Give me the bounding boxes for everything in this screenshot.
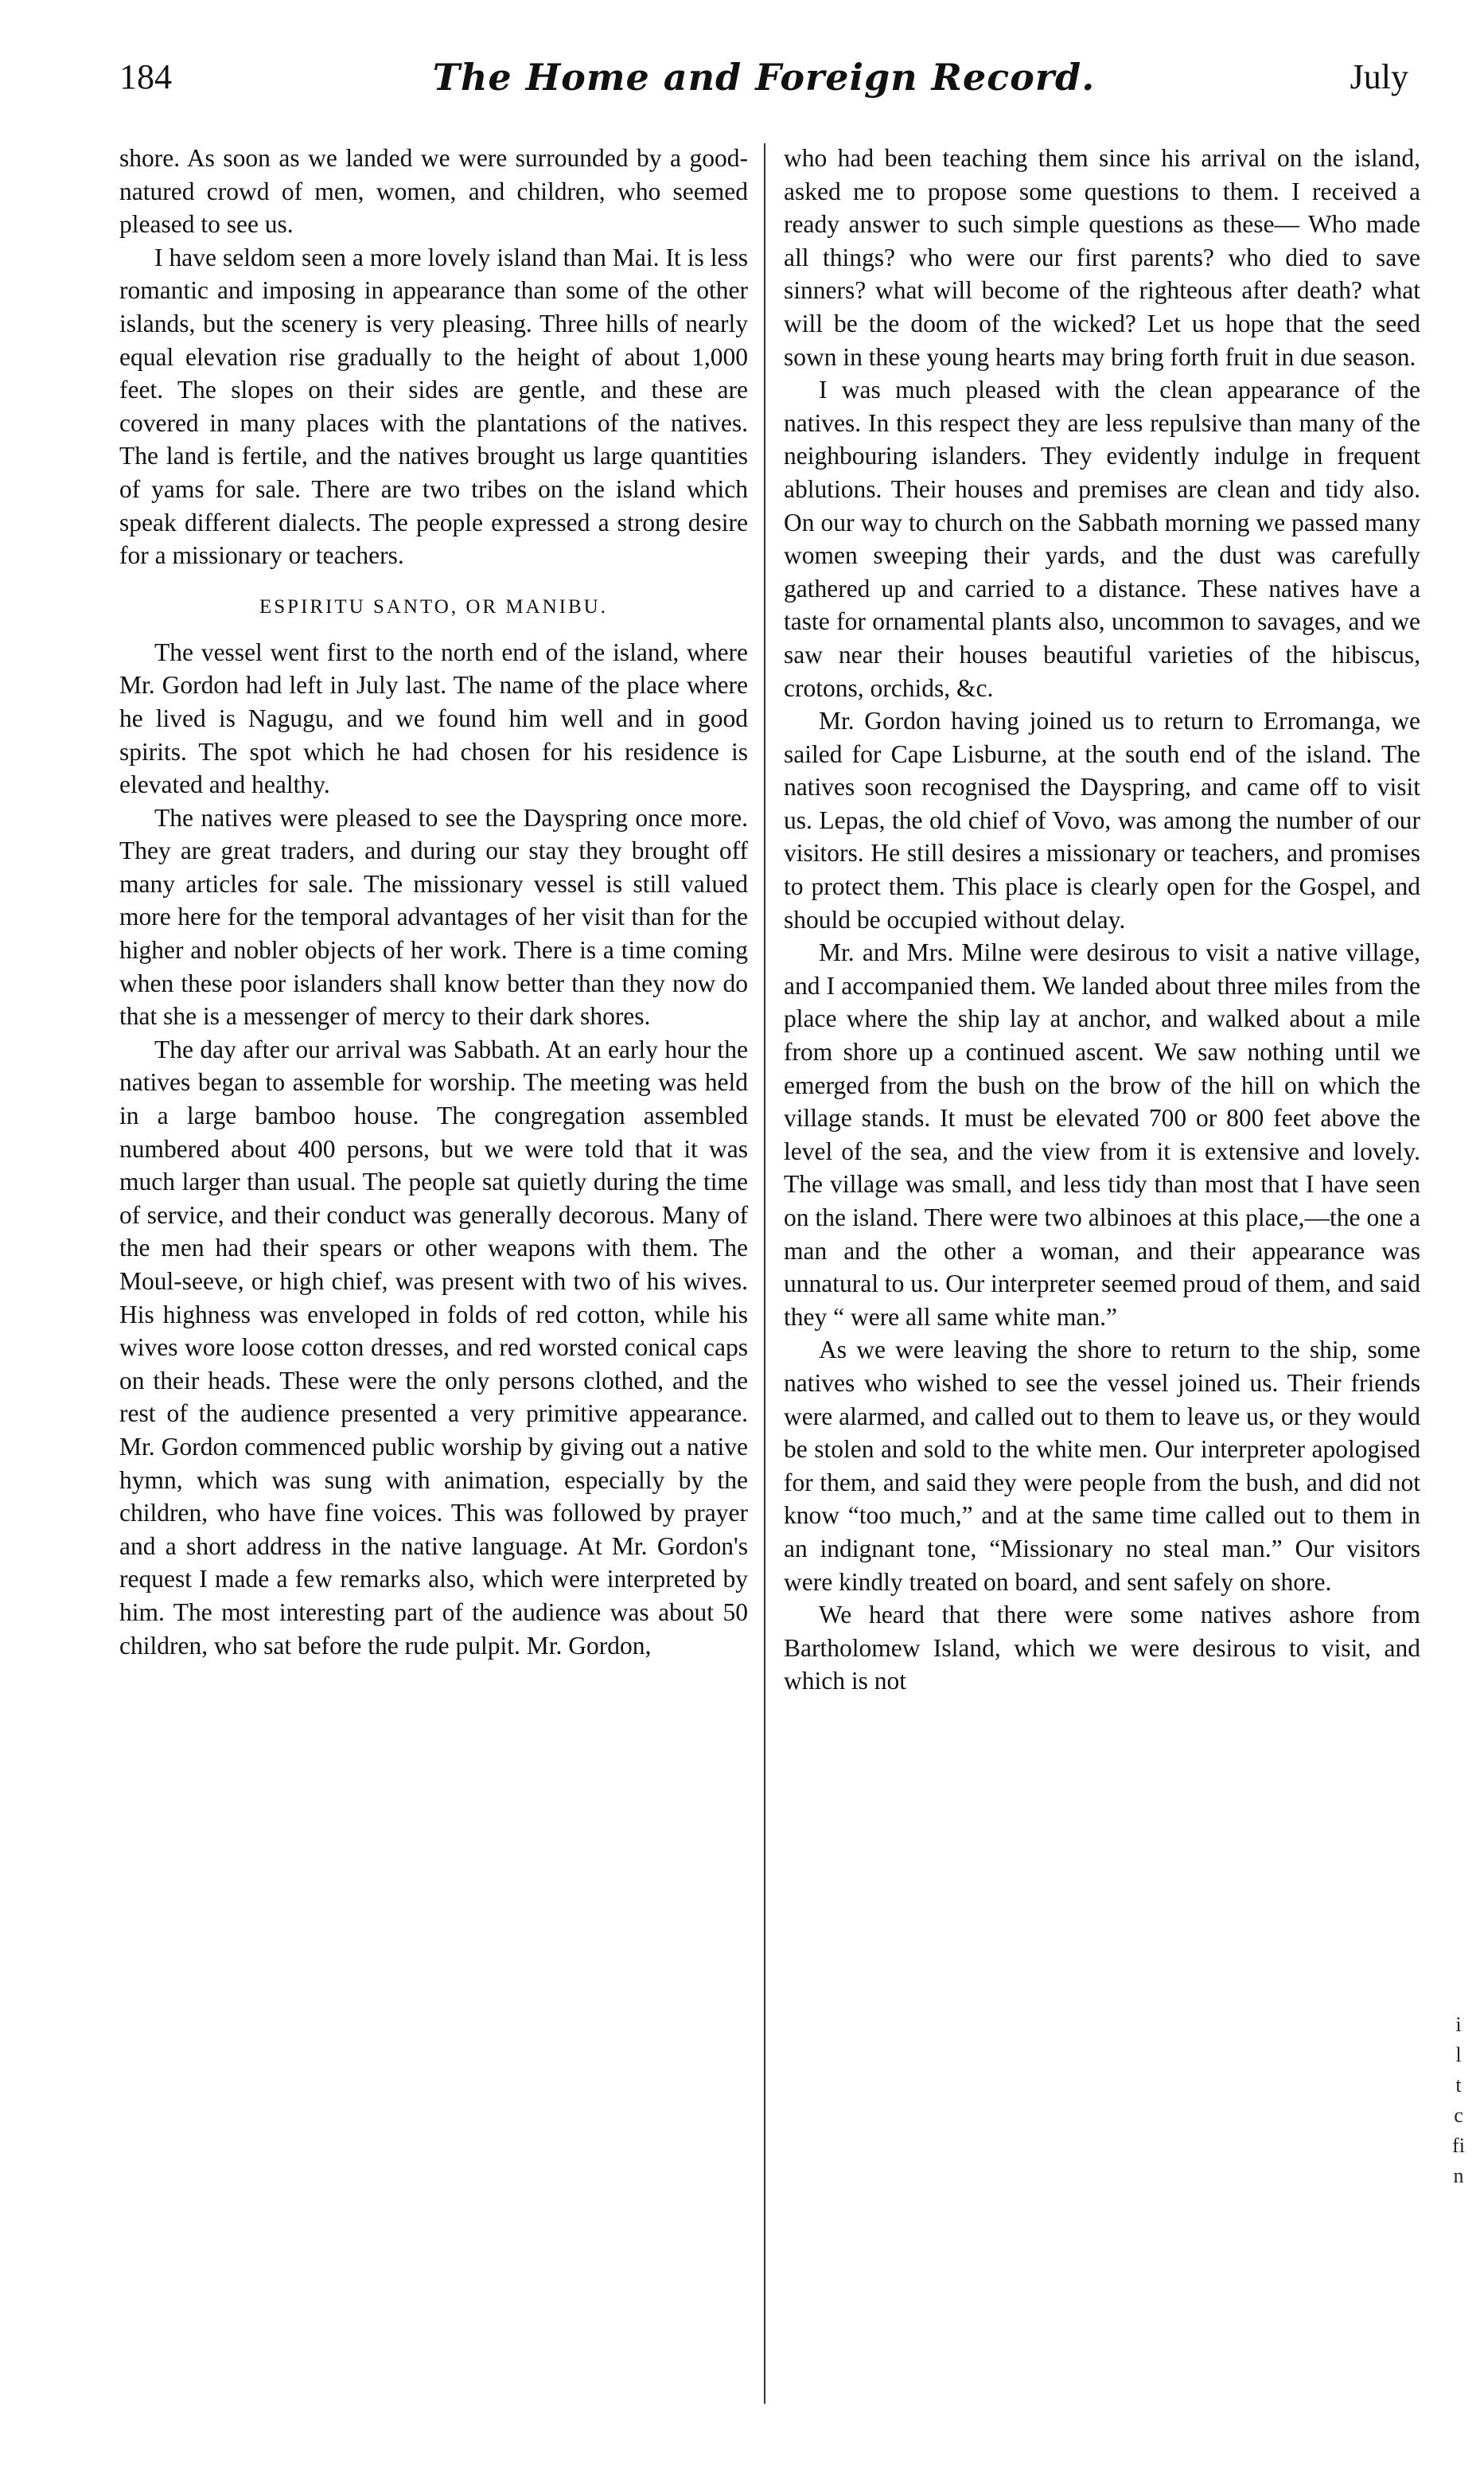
page-number: 184 <box>119 57 172 96</box>
paragraph: We heard that there were some natives ashore from Bartholomew Island, which we were desirous to visit, and which is not <box>784 1601 1420 1695</box>
bleed-through-margin-text <box>1447 2010 1470 2191</box>
paragraph: shore. As soon as we landed we were surrounded by a good-natured crowd of men, women, and children, who seemed pleased to see us. <box>119 144 748 239</box>
paragraph: The day after our arrival was Sabbath. At an early hour the natives began to assemble for worship. The meeting was held in a large bamboo house. The congregation assembled numbered about 400 persons, but we were told that it was much larger than usual. The people sat quietly during the time of service, and their conduct was generally decorous. Many of the men had their spears or other weapons with them. The Moul-seeve, or high chief, was present with two of his wives. His highness was enveloped in folds of red cotton, while his wives wore loose cotton dresses, and red worsted conical caps on their heads. These were the only persons clothed, and the rest of the audience presented a very primitive appearance. Mr. Gordon commenced public worship by giving out a native hymn, which was sung with animation, especially by the children, who have fine voices. This was followed by prayer and a short address in the native language. At Mr. Gordon's request I made a few remarks also, which were interpreted by him. The most interesting part of the audience was about 50 children, who sat before the rude pulpit. Mr. Gordon, <box>119 1035 748 1660</box>
paragraph: Mr. and Mrs. Milne were desirous to visit a native village, and I accompanied them. We landed about three miles from the place where the ship lay at anchor, and walked about a mile from shore up a continued ascent. We saw nothing until we emerged from the bush on the brow of the hill on which the village stands. It must be elevated 700 or 800 feet above the level of the sea, and the view from it is extensive and lovely. The village was small, and less tidy than most that I have seen on the island. There were two albinoes at this place,—the one a man and the other a woman, and their appearance was unnatural to us. Our interpreter seemed proud of them, and said they “ were all same white man.” <box>784 938 1420 1331</box>
margin-mark: c <box>1454 2104 1463 2127</box>
paragraph: I have seldom seen a more lovely island than Mai. It is less romantic and imposing in appearance than some of the other islands, but the scenery is very pleasing. Three hills of nearly equal elevation rise gradually to the height of about 1,000 feet. The slopes on their sides are gentle, and these are covered in many places with the plantations of the natives. The land is fertile, and the natives brought us large quantities of yams for sale. There are two tribes on the island which speak different dialects. The people expressed a strong desire for a missionary or teachers. <box>119 243 748 570</box>
running-header <box>119 49 1408 113</box>
paragraph: Mr. Gordon having joined us to return to Erromanga, we sailed for Cape Lisburne, at the south end of the island. The natives soon recognised the Dayspring, and came off to visit us. Lepas, the old chief of Vovo, was among the number of our visitors. He still desires a missionary or teachers, and promises to protect them. This place is clearly open for the Gospel, and should be occupied without delay. <box>784 707 1420 934</box>
issue-month: July <box>1350 57 1408 96</box>
paragraph: who had been teaching them since his arrival on the island, asked me to propose some questions to them. I received a ready answer to such simple questions as these— Who made all things? who were our first parents? who died to save sinners? what will become of the righteous after death? what will be the doom of the wicked? Let us hope that the seed sown in these young hearts may bring forth fruit in due season. <box>784 144 1420 371</box>
left-column <box>119 142 748 1662</box>
margin-mark: fi <box>1452 2134 1465 2157</box>
margin-mark: t <box>1455 2073 1462 2097</box>
paragraph: As we were leaving the shore to return to the ship, some natives who wished to see the vessel joined us. Their friends were alarmed, and called out to them to leave us, or they would be stolen and sold to the white men. Our interpreter apologised for them, and said they were people from the bush, and did not know “too much,” and at the same time called out to them in an indignant tone, “Missionary no steal man.” Our visitors were kindly treated on board, and sent safely on shore. <box>784 1336 1420 1596</box>
margin-mark: l <box>1455 2043 1462 2066</box>
paragraph: The vessel went first to the north end of the island, where Mr. Gordon had left in July last. The name of the place where he lived is Nagugu, and we found him well and in good spirits. The spot which he had chosen for his residence is elevated and healthy. <box>119 638 748 799</box>
paragraph: I was much pleased with the clean appearance of the natives. In this respect they are less repulsive than many of the neighbouring islanders. They evidently indulge in frequent ablutions. Their houses and premises are clean and tidy also. On our way to church on the Sabbath morning we passed many women sweeping their yards, and the dust was carefully gathered up and carried to a distance. These natives have a taste for ornamental plants also, uncommon to savages, and we saw near their houses beautiful varieties of the hibiscus, crotons, orchids, &c. <box>784 376 1420 702</box>
right-column <box>784 142 1420 1698</box>
section-heading: ESPIRITU SANTO, OR MANIBU. <box>259 595 608 618</box>
column-divider <box>764 143 765 2404</box>
margin-mark: n <box>1453 2164 1464 2187</box>
journal-title: The Home and Foreign Record. <box>432 56 1096 99</box>
paragraph: The natives were pleased to see the Dayspring once more. They are great traders, and during our stay they brought off many articles for sale. The missionary vessel is still valued more here for the temporal advantages of her visit than for the higher and nobler objects of her work. There is a time coming when these poor islanders shall know better than they now do that she is a messenger of mercy to their dark shores. <box>119 803 748 1031</box>
margin-mark: i <box>1455 2013 1462 2036</box>
